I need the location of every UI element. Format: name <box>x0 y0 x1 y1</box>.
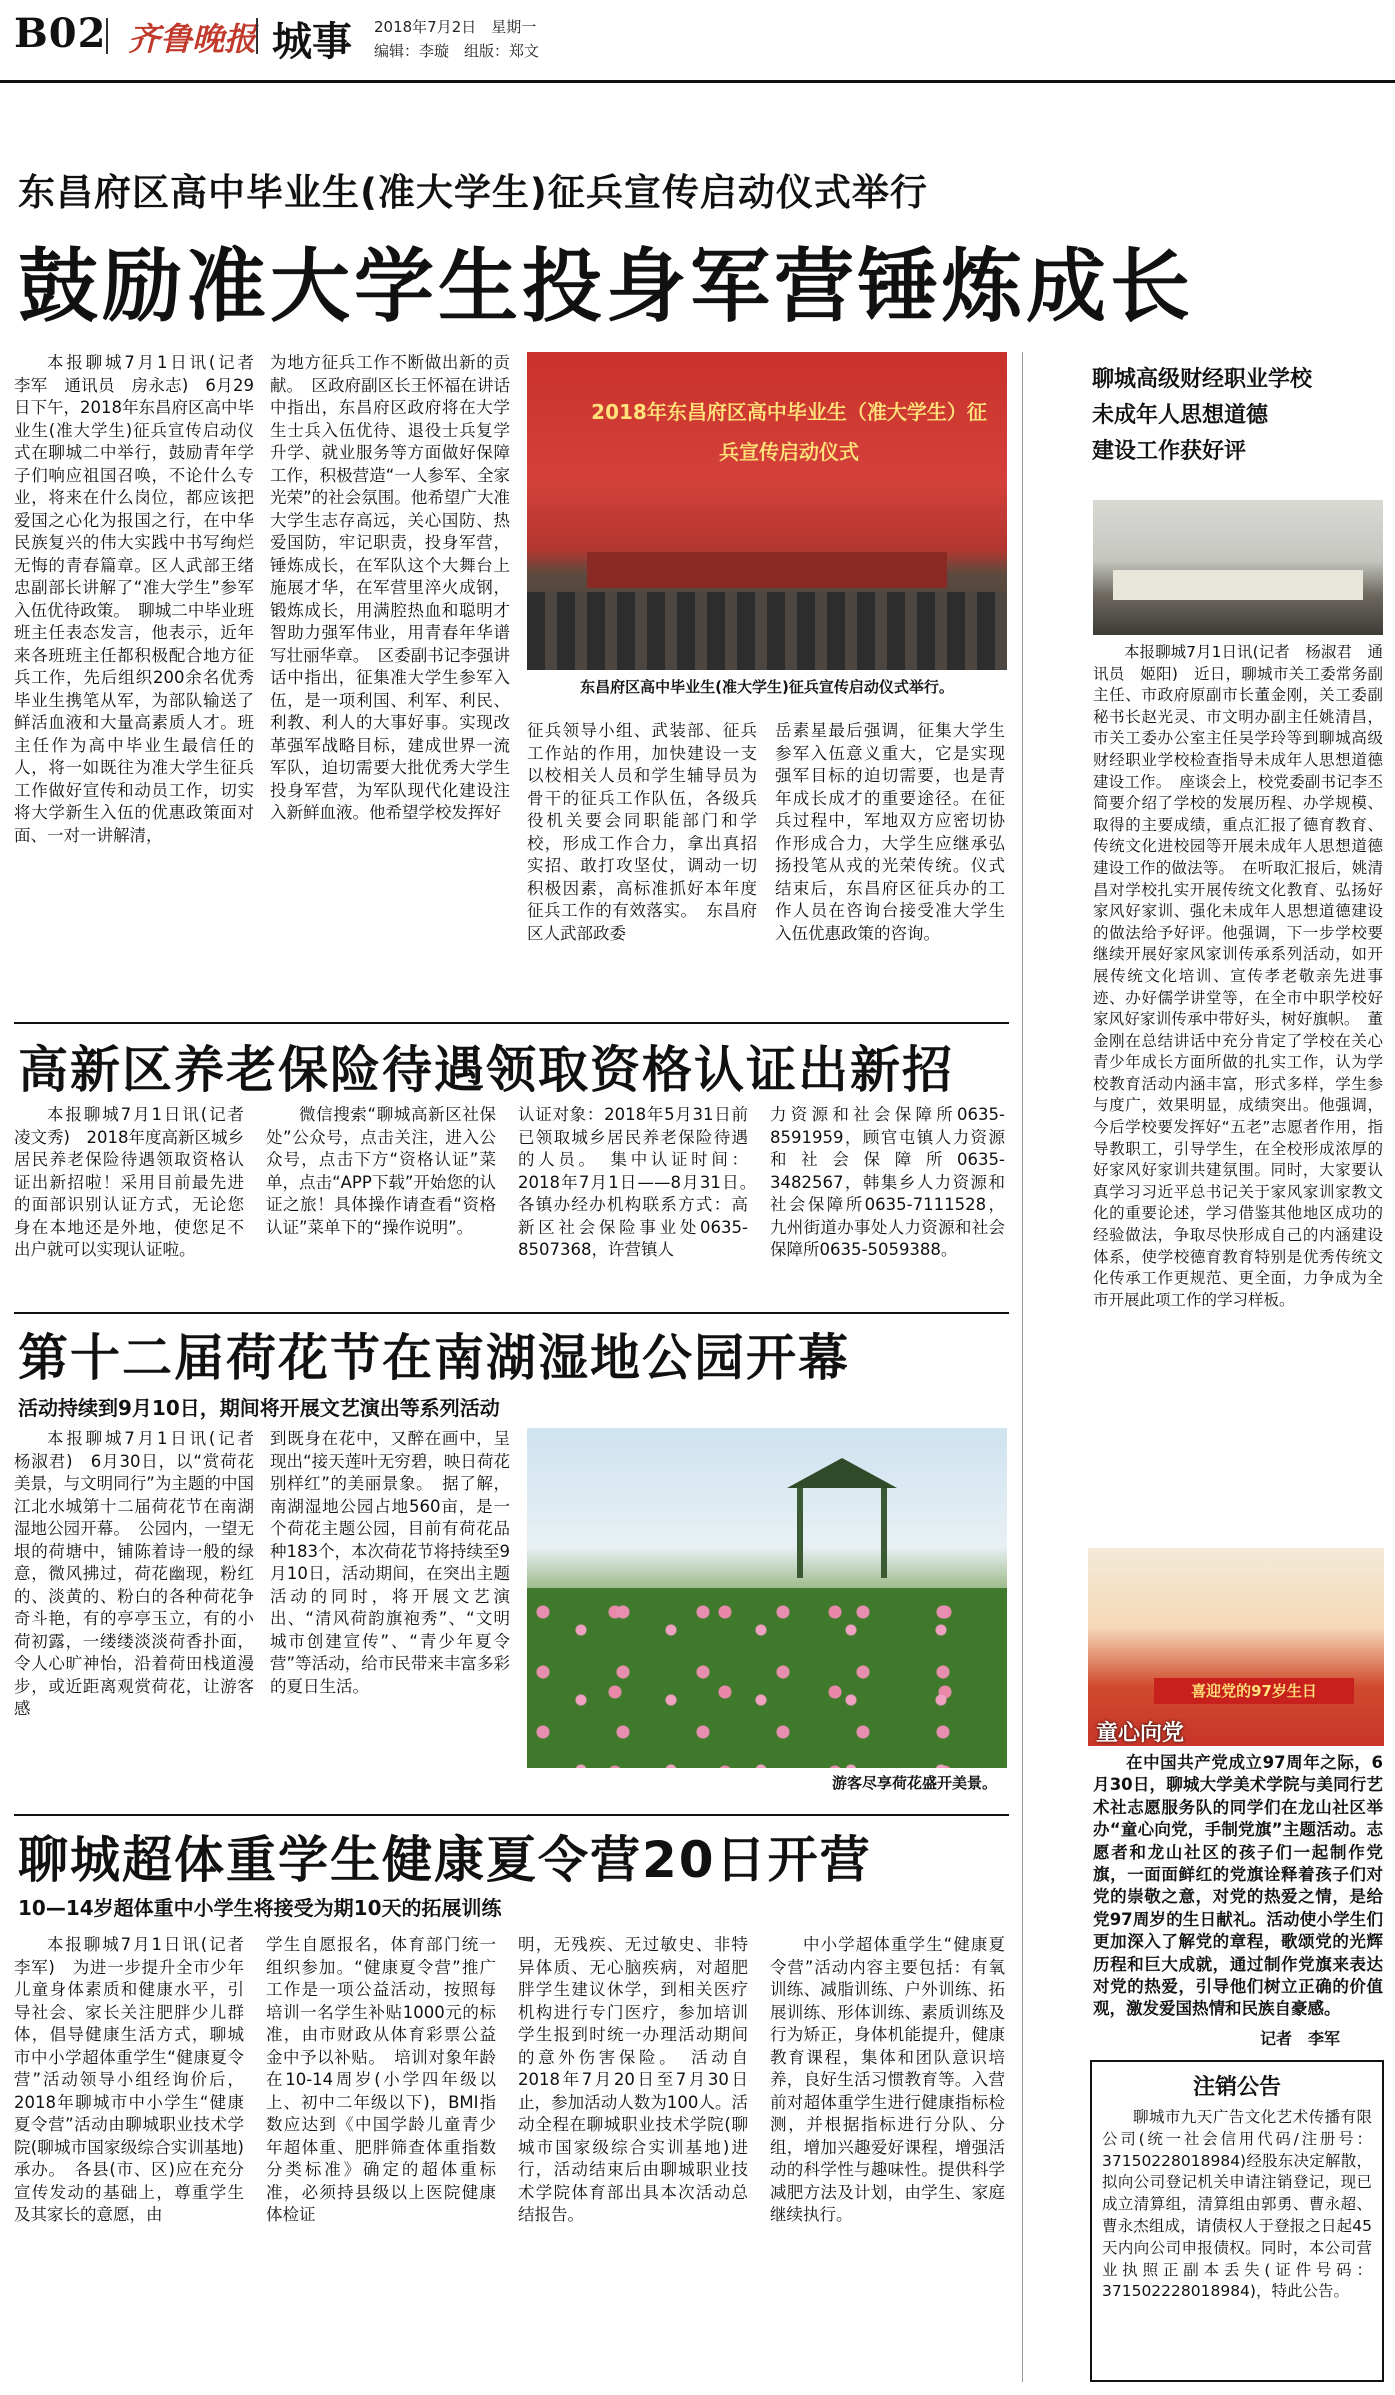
ceremony-photo <box>527 352 1007 670</box>
article3-headline: 第十二届荷花节在南湖湿地公园开幕 <box>18 1329 850 1387</box>
article4-col1: 本报聊城7月1日讯(记者 李军) 为进一步提升全市少年儿童身体素质和健康水平，引导社会、家长关注肥胖少儿群体，倡导健康生活方式，聊城市中小学超体重学生“健康夏令营”活动领导小组经询价后，2018年聊城市中小学生“健康夏令营”活动由聊城职业技术学院(聊城市国家级综合实训基地)承办。 各县(市、区)应在充分宣传发动的基础上，尊重学生及其家长的意愿，由 <box>14 1935 261 2224</box>
article1-col4: 岳素星最后强调，征集大学生参军入伍意义重大，它是实现强军目标的迫切需要，也是青年成长成才的重要途径。在征兵过程中，军地双方应密切协作形成合力，大学生应继承弘扬投笔从戎的光荣传统。仪式结束后，东昌府区征兵办的工作人员在咨询台接受准大学生入伍优惠政策的咨询。 <box>775 721 1005 943</box>
lotus-pond <box>527 1588 1007 1768</box>
issue-date: 2018年7月2日 星期一 <box>374 18 537 36</box>
stage-table <box>587 552 947 588</box>
sidebar-col: 本报聊城7月1日讯(记者 杨淑君 通讯员 姬阳) 近日，聊城市关工委常务副主任、市政府原副市长董金刚，关工委副秘书长赵光灵、市文明办副主任姚清昌，市关工委办公室主任吴学玲等到聊城高级财经职业学校检查指导未成年人思想道德建设工作。 座谈会上，校党委副书记李丕简要介绍了学校的发展历程、办学规模、取得的主要成绩，重点汇报了德育教育、传统文化进校园等开展未成年人思想道德建设工作的做法等。 在听取汇报后，姚清昌对学校扎实开展传统文化教育、弘扬好家风好家训、强化未成年人思想道德建设的做法给予好评。他强调，下一步学校要继续开展好家风家训传承系列活动，如开展传统文化培训、宣传孝老敬亲先进事迹、办好儒学讲堂等，在全市中职学校好家风好家训传承中带好头，树好旗帜。 董金刚在总结讲话中充分肯定了学校在关心青少年成长方面所做的扎实工作，认为学校教育活动内涵丰富，形式多样，学生参与度广，效果明显，成绩突出。他强调，今后学校要发挥好“五老”志愿者作用，指导教职工，引导学生，在全校形成浓厚的好家风好家训共建氛围。同时，大家要认真学习习近平总书记关于家风家训家教文化的重要论述，学习借鉴其他地区成功的经验做法，争取尽快形成自己的内涵建设体系，使学校德育教育特别是优秀传统文化传承工作更规范、更全面，力争成为全市开展此项工作的学习样板。 <box>1093 643 1383 1309</box>
children-banner: 喜迎党的97岁生日 <box>1154 1678 1354 1704</box>
meeting-table <box>1113 570 1363 600</box>
article3-col2: 到既身在花中，又醉在画中，呈现出“接天莲叶无穷碧，映日荷花别样红”的美丽景象。 据了解，南湖湿地公园占地560亩，是一个荷花主题公园，目前有荷花品种183个，本次荷花节将持续至9月10日，活动期间，在突出主题活动的同时，将开展文艺演出、“清风荷韵旗袍秀”、“文明城市创建宣传”、“青少年夏令营”等活动，给市民带来丰富多彩的夏日生活。 <box>270 1429 510 1696</box>
pavilion-pillars <box>797 1488 887 1578</box>
article-rule <box>14 1814 1009 1816</box>
article3-col1: 本报聊城7月1日讯(记者 杨淑君) 6月30日，以“赏荷花美景，与文明同行”为主题的中国江北水城第十二届荷花节在南湖湿地公园开幕。 公园内，一望无垠的荷塘中，铺陈着诗一般的绿意，微风拂过，荷花幽现，粉红的、淡黄的、粉白的各种荷花争奇斗艳，有的亭亭玉立，有的小荷初露，一缕缕淡淡荷香扑面，令人心旷神怡，沿着荷田栈道漫步，或近距离观赏荷花，让游客感 <box>14 1429 271 1718</box>
article1-col2: 为地方征兵工作不断做出新的贡献。 区政府副区长王怀福在讲话中指出，东昌府区政府将在大学生士兵入伍优待、退役士兵复学升学、就业服务等方面做好保障工作，积极营造“一人参军、全家光荣”的社会氛围。他希望广大准大学生志存高远，关心国防、热爱国防，牢记职责，投身军营，锤炼成长，在军队这个大舞台上施展才华，在军营里淬火成钢，锻炼成长，用满腔热血和聪明才智助力强军伟业，用青春年华谱写壮丽华章。 区委副书记李强讲话中指出，征集准大学生参军入伍，是一项利国、利军、利民、利教、利人的大事好事。实现改革强军战略目标，建成世界一流军队，迫切需要大批优秀大学生投身军营，为军队现代化建设注入新鲜血液。他希望学校发挥好 <box>270 353 510 822</box>
article-rule <box>14 1022 1009 1024</box>
article1-col1: 本报聊城7月1日讯(记者 李军 通讯员 房永志) 6月29日下午，2018年东昌府区高中毕业生(准大学生)征兵宣传启动仪式在聊城二中举行，鼓励青年学子们响应祖国召唤，不论什么专业，将来在什么岗位，都应该把爱国之心化为报国之行，在中华民族复兴的伟大实践中书写绚烂无悔的青春篇章。区人武部王绪忠副部长讲解了“准大学生”参军入伍优待政策。 聊城二中毕业班班主任表态发言，他表示，近年来各班班主任都积极配合地方征兵工作，先后组织200余名优秀毕业生携笔从军，为部队输送了鲜活血液和大量高素质人才。班主任作为高中毕业生最信任的人，将一如既往为准大学生征兵工作做好宣传和动员工作，切实将大学新生入伍的优惠政策面对面、一对一讲解清， <box>14 353 271 845</box>
audience <box>527 592 1007 670</box>
sidebar-headline-line: 聊城高级财经职业学校 <box>1092 367 1313 392</box>
notice-title: 注销公告 <box>1192 2075 1281 2100</box>
ceremony-banner-text: 2018年东昌府区高中毕业生（准大学生）征兵宣传启动仪式 <box>591 400 987 464</box>
article1-col3: 征兵领导小组、武装部、征兵工作站的作用，加快建设一支以校相关人员和学生辅导员为骨干的征兵工作队伍，各级兵役机关要会同职能部门和学校，形成工作合力，拿出真招实招、敢打攻坚仗，调动一切积极因素，高标准抓好本年度征兵工作的有效落实。 东昌府区人武部政委 <box>527 721 757 943</box>
ceremony-photo-caption: 东昌府区高中毕业生(准大学生)征兵宣传启动仪式举行。 <box>580 678 954 696</box>
sidebar-divider <box>1022 352 1023 2382</box>
article2-col3: 认证对象：2018年5月31日前已领取城乡居民养老保险待遇的人员。 集中认证时间：2018年7月1日——8月31日。 各镇办经办机构联系方式：高新区社会保险事业处0635-8507368，许营镇人 <box>518 1105 765 1259</box>
article3-deck: 活动持续到9月10日，期间将开展文艺演出等系列活动 <box>18 1396 500 1420</box>
header-divider <box>256 18 258 54</box>
article2-headline: 高新区养老保险待遇领取资格认证出新招 <box>18 1041 954 1099</box>
sidebar-headline-line: 建设工作获好评 <box>1092 439 1247 464</box>
sidebar-headline-line: 未成年人思想道德 <box>1092 403 1269 428</box>
editor-credit: 编辑：李璇 组版：郑文 <box>374 42 540 60</box>
article2-col1: 本报聊城7月1日讯(记者 凌文秀) 2018年度高新区城乡居民养老保险待遇领取资格认证出新招啦！采用目前最先进的面部识别认证方式，无论您身在本地还是外地，使您足不出户就可以实现认证啦。 <box>14 1105 261 1259</box>
newspaper-logo: 齐鲁晚报 <box>128 20 257 58</box>
article-rule <box>14 1312 1009 1314</box>
section-title: 城事 <box>272 19 352 65</box>
article4-col3: 明，无残疾、无过敏史、非特异体质、无心脑疾病，对超肥胖学生建议休学，到相关医疗机构进行专门医疗，参加培训学生报到时统一办理活动期间的意外伤害保险。 活动自2018年7月20日至7月30日止，参加活动人数为100人。活动全程在聊城职业技术学院(聊城市国家级综合实训基地)进行，活动结束后由聊城职业技术学院体育部出具本次活动总结报告。 <box>518 1935 748 2224</box>
notice-box <box>1090 2060 1384 2382</box>
article4-deck: 10—14岁超体重中小学生将接受为期10天的拓展训练 <box>18 1896 502 1920</box>
lotus-photo-caption: 游客尽享荷花盛开美景。 <box>831 1774 997 1792</box>
article4-headline: 聊城超体重学生健康夏令营20日开营 <box>18 1831 872 1889</box>
article1-headline: 鼓励准大学生投身军营锤炼成长 <box>18 240 1194 333</box>
page-number: B02 <box>14 10 107 57</box>
article2-col2: 微信搜索“聊城高新区社保处”公众号，点击关注，进入公众号，点击下方“资格认证”菜单，点击“APP下载”开始您的认证之旅！具体操作请查看“资格认证”菜单下的“操作说明”。 <box>266 1105 496 1237</box>
header-divider <box>106 18 108 54</box>
sidebar-col2-byline: 记者 李军 <box>1260 2029 1341 2048</box>
meeting-photo <box>1093 500 1383 635</box>
sidebar-headline <box>1092 362 1312 470</box>
header-rule <box>0 80 1395 83</box>
article4-col2: 学生自愿报名，体育部门统一组织参加。“健康夏令营”推广工作是一项公益活动，按照每培训一名学生补贴1000元的标准，由市财政从体育彩票公益金中予以补贴。 培训对象年龄在10-14周岁(小学四年级以上、初中二年级以下)，BMI指数应达到《中国学龄儿童青少年超体重、肥胖筛查体重指数分类标准》确定的超体重标准，必须持县级以上医院健康体检证 <box>266 1935 496 2224</box>
lotus-photo <box>527 1428 1007 1768</box>
pavilion-roof <box>787 1458 897 1488</box>
notice-body: 聊城市九天广告文化艺术传播有限公司(统一社会信用代码/注册号：371502280189​84)经股东决定解散，拟向公司登记机关申请注销登记，现已成立清算组，清算组由郭勇、曹永超、曹永杰组成，请债权人于登报之日起45天内向公司申报债权。同时，本公司营业执照正副本丢失(证件号码：37150222801898​4)，特此公告。 <box>1102 2108 1372 2301</box>
article2-col4: 力资源和社会保障所0635-8591959，顾官屯镇人力资源和社会保障所0635-3482567，韩集乡人力资源和社会保障所0635-7111528，九州街道办事处人力资源和社会保障所0635-5059388。 <box>770 1105 1005 1259</box>
article1-subhead: 东昌府区高中毕业生(准大学生)征兵宣传启动仪式举行 <box>18 171 928 214</box>
sidebar-col2: 在中国共产党成立97周年之际，6月30日，聊城大学美术学院与美同行艺术社志愿服务队的同学们在龙山社区举办“童心向党，手制党旗”主题活动。志愿者和龙山社区的孩子们一起制作党旗，一面面鲜红的党旗诠释着孩子们对党的崇敬之意，对党的热爱之情，是给党97周岁的生日献礼。活动使小学生们更加深入了解党的章程，歌颂党的光辉历程和巨大成就，通过制作党旗来表达对党的热爱，引导他们树立正确的价值观，激发爱国热情和民族自豪感。 <box>1093 1753 1383 2019</box>
article4-col4: 中小学超体重学生“健康夏令营”活动内容主要包括：有氧训练、减脂训练、户外训练、拓展训练、形体训练、素质训练及行为矫正，身体机能提升，健康教育课程，集体和团队意识培养，良好生活习惯教育等。入营前对超体重学生进行健康指标检测，并根据指标进行分队、分组，增加兴趣爱好课程，增强活动的科学性与趣味性。提供科学减肥方法及计划，由学生、家庭继续执行。 <box>770 1935 1005 2224</box>
children-photo <box>1088 1548 1384 1746</box>
children-photo-title: 童心向党 <box>1096 1721 1185 1746</box>
